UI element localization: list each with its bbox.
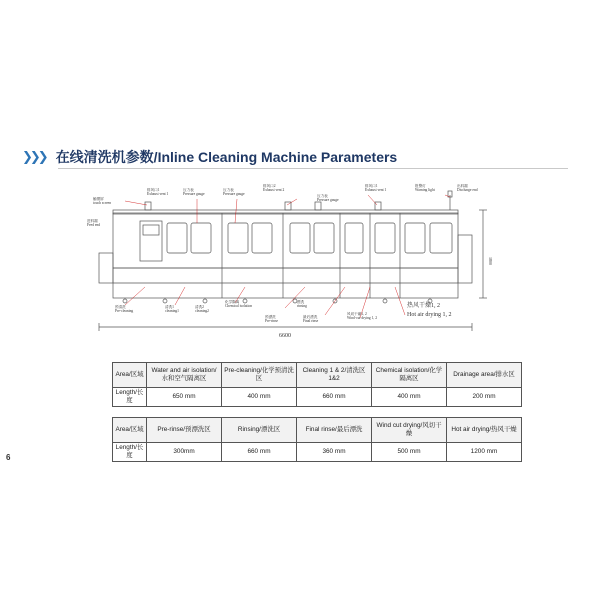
machine-drawing bbox=[85, 175, 505, 350]
slide-header bbox=[22, 147, 397, 167]
callout-pre-rinse-en: Pre-rinse bbox=[265, 319, 278, 323]
callout-exhaust-vent-3-cn: 排风口1 bbox=[365, 184, 378, 188]
callout-pre-cleaning-en: Pre-cleaning bbox=[115, 309, 134, 313]
callout-pressure-gauge-2-en: Pressure gauge bbox=[223, 192, 245, 196]
table-cell: Final rinse/最后漂洗 bbox=[297, 418, 372, 443]
table-row bbox=[113, 388, 522, 407]
callout-touch-screen-cn: 触摸屏 bbox=[93, 197, 104, 201]
callout-exhaust-vent-1-en: Exhaust vent 1 bbox=[147, 192, 169, 196]
callout-pre-cleaning-cn: 预清洗 bbox=[115, 305, 126, 309]
table-cell: Pre-cleaning/化学预清洗区 bbox=[222, 363, 297, 388]
table-cell: Rinsing/漂洗区 bbox=[222, 418, 297, 443]
callout-final-rinse-cn: 最后漂洗 bbox=[303, 315, 318, 319]
title-divider bbox=[58, 168, 568, 169]
table-cell: 660 mm bbox=[297, 388, 372, 407]
table-header-row bbox=[113, 418, 522, 443]
callout-warning-light-en: Warning light bbox=[415, 188, 435, 192]
callout-exhaust-vent-2-cn: 排风口2 bbox=[263, 184, 276, 188]
table-cell: 300mm bbox=[147, 443, 222, 462]
page-number: 6 bbox=[6, 453, 11, 462]
callout-cleaning2-en: cleaning2 bbox=[195, 309, 209, 313]
callout-pressure-gauge-2-cn: 压力表 bbox=[223, 188, 234, 192]
callout-discharge-end-en: Discharge end bbox=[457, 188, 478, 192]
callout-hot-air-drying-cn: 热风干燥1, 2 bbox=[407, 303, 441, 309]
slide-title: 在线清洗机参数/Inline Cleaning Machine Parameters bbox=[55, 149, 398, 165]
callout-cleaning1-cn: 清洗1 bbox=[165, 305, 174, 309]
callout-exhaust-vent-2-en: Exhaust vent 2 bbox=[263, 188, 285, 192]
table-cell: Water and air isolation/水和空气隔离区 bbox=[147, 363, 222, 388]
table-cell: Pre-rinse/预漂洗区 bbox=[147, 418, 222, 443]
chevron-arrows-icon: ❯❯❯ bbox=[22, 149, 46, 164]
dimension-total-length: 6600 bbox=[279, 333, 291, 339]
table-cell: Area/区域 bbox=[113, 418, 147, 443]
callout-feed-end-en: Feed end bbox=[87, 223, 101, 227]
table-row bbox=[113, 443, 522, 462]
callout-hot-air-drying-en: Hot air drying 1, 2 bbox=[407, 312, 452, 318]
callout-pressure-gauge-3-en: Pressure gauge bbox=[317, 198, 339, 202]
callout-cleaning2-cn: 清洗2 bbox=[195, 305, 204, 309]
table-cell: 1200 mm bbox=[447, 443, 522, 462]
dimension-height: 1800 bbox=[488, 257, 493, 265]
callout-rinsing-en: rinsing bbox=[297, 304, 307, 308]
callout-cleaning1-en: cleaning1 bbox=[165, 309, 179, 313]
callout-warning-light-cn: 报警灯 bbox=[415, 184, 426, 188]
table-header-row bbox=[113, 363, 522, 388]
table-cell: 660 mm bbox=[222, 443, 297, 462]
table-cell: Length/长度 bbox=[113, 388, 147, 407]
callout-chemical-isolation-en: Chemical isolation bbox=[225, 304, 253, 308]
callout-final-rinse-en: Final rinse bbox=[303, 319, 319, 323]
callout-wind-cut-drying-cn: 风切干燥1, 2 bbox=[347, 312, 367, 316]
table-cell: 400 mm bbox=[222, 388, 297, 407]
table-cell: Hot air drying/热风干燥 bbox=[447, 418, 522, 443]
callout-pre-rinse-cn: 预漂洗 bbox=[265, 315, 276, 319]
table-cell: Cleaning 1 & 2/清洗区1&2 bbox=[297, 363, 372, 388]
callout-pressure-gauge-1-en: Pressure gauge bbox=[183, 192, 205, 196]
table-cell: 360 mm bbox=[297, 443, 372, 462]
parameters-table-1 bbox=[112, 362, 522, 407]
table-cell: Wind cut drying/风切干燥 bbox=[372, 418, 447, 443]
callout-wind-cut-drying-en: Wind-cut drying 1, 2 bbox=[347, 316, 377, 320]
callout-exhaust-vent-3-en: Exhaust vent 1 bbox=[365, 188, 387, 192]
callout-exhaust-vent-1-cn: 排风口1 bbox=[147, 188, 160, 192]
table-cell: 400 mm bbox=[372, 388, 447, 407]
callout-discharge-end-cn: 出料端 bbox=[457, 184, 468, 188]
callout-pressure-gauge-1-cn: 压力表 bbox=[183, 188, 194, 192]
table-cell: 200 mm bbox=[447, 388, 522, 407]
table-cell: 650 mm bbox=[147, 388, 222, 407]
table-cell: Area/区域 bbox=[113, 363, 147, 388]
table-cell: Length/长度 bbox=[113, 443, 147, 462]
callout-pressure-gauge-3-cn: 压力表 bbox=[317, 194, 328, 198]
callout-feed-end-cn: 进料端 bbox=[87, 219, 98, 223]
parameters-table-2 bbox=[112, 417, 522, 462]
table-cell: Drainage area/排水区 bbox=[447, 363, 522, 388]
table-cell: 500 mm bbox=[372, 443, 447, 462]
table-cell: Chemical isolation/化学隔离区 bbox=[372, 363, 447, 388]
callout-touch-screen-en: touch screen bbox=[93, 201, 112, 205]
callout-chemical-isolation-cn: 化学隔离 bbox=[225, 300, 240, 304]
callout-rinsing-cn: 漂洗 bbox=[297, 300, 305, 304]
